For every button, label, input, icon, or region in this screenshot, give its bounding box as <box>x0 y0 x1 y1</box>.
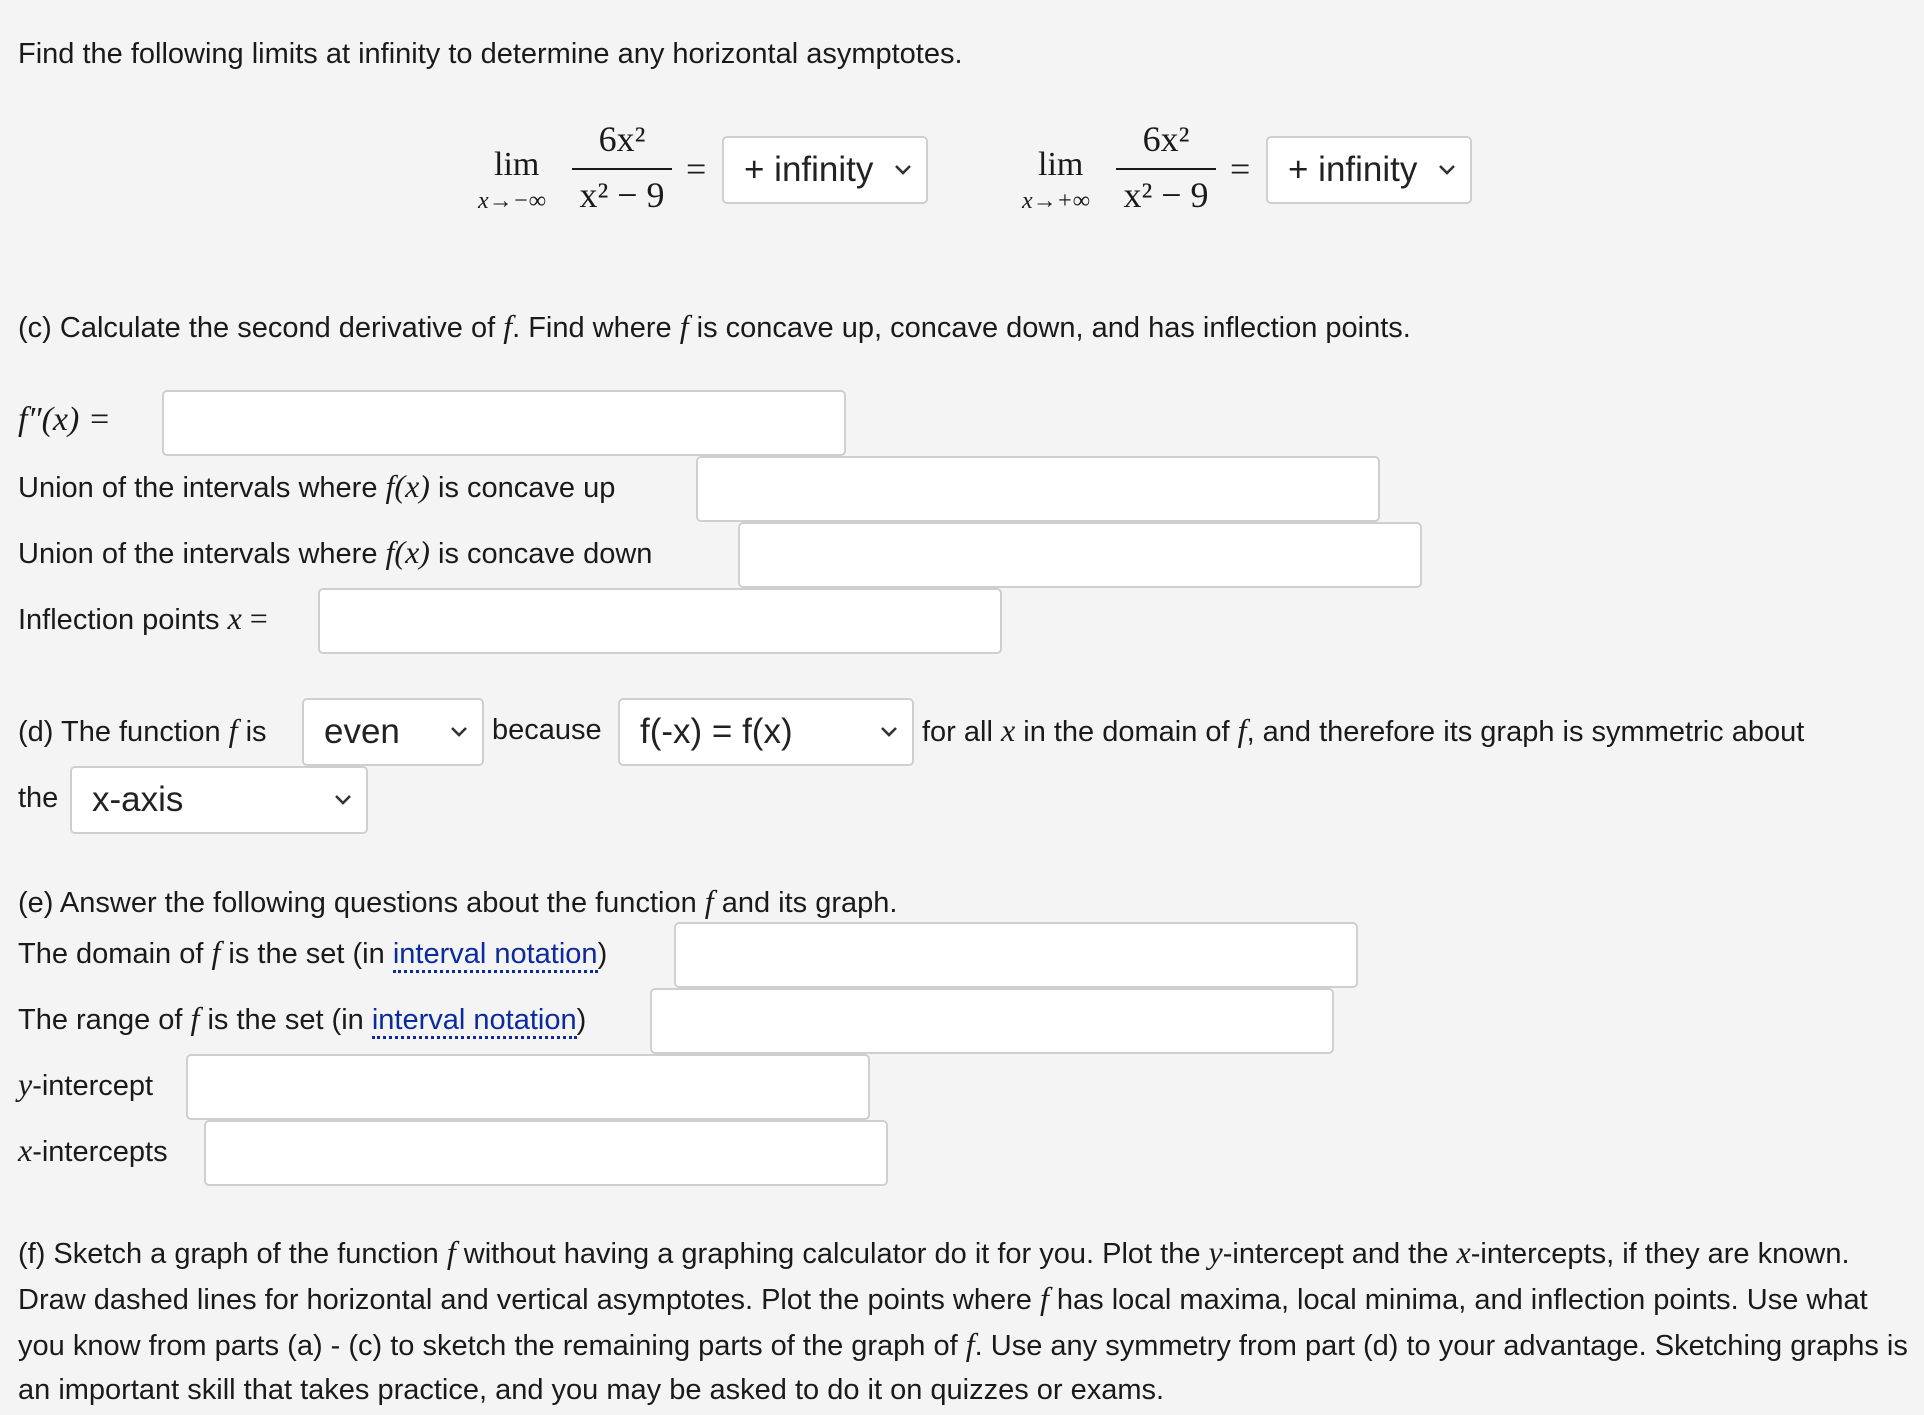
limit-2-approach: x→+∞ <box>1022 188 1090 214</box>
relation-select[interactable] <box>618 698 914 766</box>
part-f-s1: (f) Sketch a graph of the function <box>18 1238 447 1270</box>
limit-2-select-value: + infinity <box>1288 150 1418 189</box>
intro-text: Find the following limits at infinity to determine any horizontal asymptotes. <box>18 38 963 70</box>
part-f-x: x <box>1456 1234 1471 1270</box>
range-input[interactable] <box>650 988 1334 1054</box>
parity-select[interactable] <box>302 698 484 766</box>
chevron-down-icon <box>1438 164 1456 176</box>
concave-up-input[interactable] <box>696 456 1380 522</box>
inflection-input[interactable] <box>318 588 1002 654</box>
part-c-middle: . Find where <box>512 312 680 344</box>
limit-2-operator <box>1022 110 1112 220</box>
limit-2-lim-word: lim <box>1038 146 1084 183</box>
parity-select-value: even <box>324 712 400 751</box>
x-intercepts-label <box>18 1133 168 1169</box>
part-f-s5: has local maxima, local minima, and inflection points. Use what you know from parts (a) - (c) to sketch the remaining parts of the graph of <box>18 1284 1868 1362</box>
part-e-heading-pre: (e) Answer the following questions about the function <box>18 887 705 919</box>
limit-2-select[interactable] <box>1266 136 1472 204</box>
inflection-pre: Inflection points <box>18 604 228 636</box>
concave-down-post: is concave down <box>429 538 653 570</box>
concave-down-input[interactable] <box>738 522 1422 588</box>
part-f-s3: -intercept and the <box>1222 1238 1457 1270</box>
domain-input[interactable] <box>674 922 1358 988</box>
limit-1-select-value: + infinity <box>744 150 874 189</box>
relation-select-value: f(-x) = f(x) <box>640 712 793 751</box>
inflection-eq: = <box>241 600 268 636</box>
domain-interval-notation-link[interactable]: interval notation <box>393 938 598 973</box>
part-c-prefix: (c) Calculate the second derivative of <box>18 312 504 344</box>
part-f-s4: -intercepts, if they are known. Draw dashed lines for horizontal and vertical asymptotes. Plot the points where <box>18 1238 1850 1316</box>
part-e-heading-f: f <box>704 883 714 919</box>
part-f-f1: f <box>446 1234 456 1270</box>
limit-2-denominator: x² − 9 <box>1123 175 1209 215</box>
x-intercepts-text: -intercepts <box>32 1136 168 1168</box>
part-c-f2: f <box>679 308 689 344</box>
second-derivative-label: f″(x) = <box>18 401 111 438</box>
chevron-down-icon <box>894 164 912 176</box>
domain-mid: is the set (in <box>220 938 393 970</box>
limit-1-operator <box>478 110 568 220</box>
part-d-the: the <box>18 782 59 814</box>
part-f-s6: . Use any symmetry from part (d) to your advantage. Sketching graphs is an important skill that takes practice, and you may be asked to do it on quizzes or exams. <box>18 1330 1908 1406</box>
range-f: f <box>190 1000 200 1036</box>
y-intercept-text: -intercept <box>32 1070 154 1102</box>
limit-2-fraction <box>1116 110 1216 220</box>
part-d-tail-text: , and therefore its graph is symmetric about <box>1246 716 1805 748</box>
limit-1-lim-word: lim <box>494 146 540 183</box>
concave-up-pre: Union of the intervals where <box>18 472 386 504</box>
limit-1-denominator: x² − 9 <box>579 175 665 215</box>
x-intercepts-input[interactable] <box>204 1120 888 1186</box>
limit-2-equals: = <box>1230 149 1251 189</box>
part-f-s2: without having a graphing calculator do it for you. Plot the <box>455 1238 1209 1270</box>
concave-down-pre: Union of the intervals where <box>18 538 386 570</box>
axis-select-value: x-axis <box>92 780 184 819</box>
limit-2-numerator: 6x² <box>1142 119 1190 159</box>
limit-1-fraction <box>572 110 672 220</box>
range-mid: is the set (in <box>199 1004 372 1036</box>
domain-pre: The domain of <box>18 938 212 970</box>
limit-1-select[interactable] <box>722 136 928 204</box>
limit-1-approach: x→−∞ <box>478 188 546 214</box>
chevron-down-icon <box>450 726 468 738</box>
concave-down-label <box>18 535 652 571</box>
part-e-heading <box>18 884 897 920</box>
inflection-label <box>18 601 268 637</box>
part-c-suffix: is concave up, concave down, and has inflection points. <box>688 312 1411 344</box>
limit-1-equals: = <box>686 149 707 189</box>
part-c-heading <box>18 309 1411 345</box>
part-d-tail <box>922 713 1804 749</box>
limit-1-fraction-bar <box>572 168 672 170</box>
y-intercept-input[interactable] <box>186 1054 870 1120</box>
y-intercept-var: y <box>18 1066 33 1102</box>
part-f-paragraph <box>18 1230 1908 1412</box>
part-f-y: y <box>1208 1234 1223 1270</box>
concave-down-fx: f(x) <box>385 534 430 570</box>
concave-up-post: is concave up <box>429 472 616 504</box>
concave-up-label <box>18 469 615 505</box>
domain-post: ) <box>597 938 608 970</box>
part-e-heading-post: and its graph. <box>713 887 898 919</box>
limit-2-fraction-bar <box>1116 168 1216 170</box>
range-post: ) <box>576 1004 587 1036</box>
part-f-f3: f <box>965 1326 975 1362</box>
domain-label <box>18 935 607 971</box>
chevron-down-icon <box>880 726 898 738</box>
range-label <box>18 1001 586 1037</box>
part-d-in-domain: in the domain of <box>1015 716 1238 748</box>
concave-up-fx: f(x) <box>385 468 430 504</box>
axis-select[interactable] <box>70 766 368 834</box>
y-intercept-label <box>18 1067 153 1103</box>
part-d-f: f <box>228 712 238 748</box>
part-d-f2: f <box>1237 712 1247 748</box>
second-derivative-input[interactable] <box>162 390 846 456</box>
range-interval-notation-link[interactable]: interval notation <box>372 1004 577 1039</box>
part-f-f2: f <box>1039 1280 1049 1316</box>
range-pre: The range of <box>18 1004 191 1036</box>
part-d-lead <box>18 713 267 749</box>
chevron-down-icon <box>334 794 352 806</box>
part-d-is: is <box>237 716 267 748</box>
x-intercepts-var: x <box>18 1132 33 1168</box>
limit-1-numerator: 6x² <box>598 119 646 159</box>
part-d-x: x <box>1000 712 1016 748</box>
inflection-x: x <box>227 600 242 636</box>
part-c-f1: f <box>503 308 513 344</box>
domain-f: f <box>211 934 221 970</box>
part-d-prefix: (d) The function <box>18 716 229 748</box>
part-d-because: because <box>492 714 602 746</box>
part-d-for-all: for all <box>922 716 1001 748</box>
